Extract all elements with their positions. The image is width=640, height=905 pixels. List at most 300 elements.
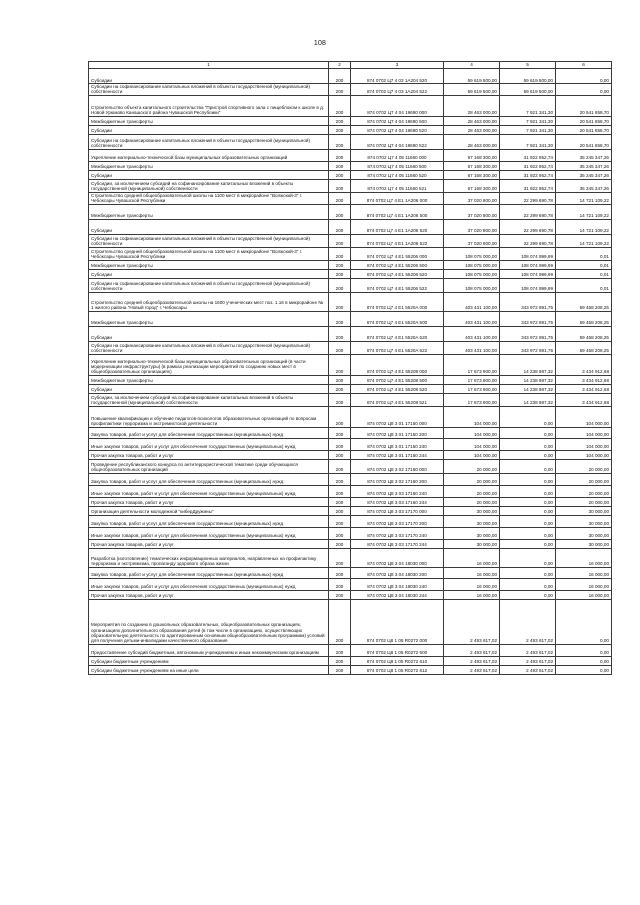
row-code-cell: 200 <box>329 326 351 341</box>
row-executed-amount: 2 493 617,02 <box>500 665 556 674</box>
row-name-cell: Субсидии <box>89 269 329 278</box>
table-row <box>89 311 612 326</box>
row-remaining-amount: 0,00 <box>556 644 612 656</box>
row-approved-amount: 403 431 100,00 <box>444 326 500 341</box>
table-row <box>89 567 612 578</box>
row-name-cell: Субсидии на софинансирование капитальных вложений в объекты государственной (муниципальной) собственности <box>89 341 329 354</box>
table-row <box>89 341 612 354</box>
row-kbk-cell: 874 0702 Ц8 3 03 17170 240 <box>351 527 444 539</box>
row-code-cell: 200 <box>329 567 351 578</box>
table-row <box>89 375 612 384</box>
row-code-cell: 200 <box>329 506 351 515</box>
row-kbk-cell: 874 0702 Ц7 4 E1 5520A 500 <box>351 311 444 326</box>
row-executed-amount: 0,00 <box>500 539 556 548</box>
row-name-cell: Организация деятельности молодежной "киберДружины" <box>89 506 329 515</box>
row-name-cell: Проведение республиканского конкурса по антитеррористической тематике среди обучающихся общеобразовательных организаций <box>89 459 329 473</box>
row-remaining-amount: 20 000,00 <box>556 497 612 506</box>
row-approved-amount: 17 673 900,00 <box>444 393 500 406</box>
row-kbk-cell: 874 0702 Ц7 4 E1 55206 520 <box>351 269 444 278</box>
row-approved-amount: 20 000,00 <box>444 485 500 497</box>
row-remaining-amount: 59 458 208,25 <box>556 292 612 311</box>
row-kbk-cell: 874 0702 Ц8 3 04 18030 000 <box>351 548 444 567</box>
table-row <box>89 539 612 548</box>
row-executed-amount: 108 074 999,99 <box>500 278 556 292</box>
row-executed-amount: 0,00 <box>500 497 556 506</box>
row-executed-amount: 343 972 891,75 <box>500 326 556 341</box>
row-approved-amount: 16 000,00 <box>444 590 500 599</box>
row-executed-amount: 59 619 500,00 <box>500 69 556 84</box>
row-approved-amount: 30 000,00 <box>444 527 500 539</box>
row-remaining-amount: 104 000,00 <box>556 450 612 459</box>
row-remaining-amount: 0,00 <box>556 665 612 674</box>
row-kbk-cell: 874 0702 Ц7 4 E1 55206 522 <box>351 278 444 292</box>
column-header: 3 <box>351 62 444 69</box>
row-kbk-cell: 874 0702 Ц7 4 E1 5520A 520 <box>351 326 444 341</box>
row-kbk-cell: 874 0702 Ц7 4 E1 1А206 000 <box>351 192 444 204</box>
row-remaining-amount: 14 721 109,22 <box>556 234 612 247</box>
row-code-cell: 200 <box>329 515 351 527</box>
row-name-cell: Иные закупки товаров, работ и услуг для обеспечения государственных (муниципальных) нужд <box>89 485 329 497</box>
row-code-cell: 200 <box>329 204 351 219</box>
table-row <box>89 192 612 204</box>
row-executed-amount: 2 493 617,02 <box>500 644 556 656</box>
row-approved-amount: 67 168 300,00 <box>444 170 500 179</box>
row-code-cell: 200 <box>329 134 351 149</box>
row-code-cell: 200 <box>329 278 351 292</box>
row-code-cell: 200 <box>329 384 351 393</box>
row-approved-amount: 104 000,00 <box>444 406 500 427</box>
table-row <box>89 497 612 506</box>
row-code-cell: 200 <box>329 656 351 665</box>
row-name-cell: Прочая закупка товаров, работ и услуг <box>89 450 329 459</box>
row-name-cell: Иные закупки товаров, работ и услуг для обеспечения государственных (муниципальных) нужд <box>89 438 329 450</box>
table-row <box>89 599 612 644</box>
row-remaining-amount: 20 541 658,70 <box>556 134 612 149</box>
row-remaining-amount: 30 000,00 <box>556 527 612 539</box>
row-approved-amount: 2 493 617,02 <box>444 599 500 644</box>
row-executed-amount: 0,00 <box>500 578 556 590</box>
row-name-cell: Прочая закупка товаров, работ и услуг <box>89 590 329 599</box>
table-row <box>89 116 612 125</box>
row-executed-amount: 59 619 500,00 <box>500 84 556 96</box>
row-approved-amount: 37 020 800,00 <box>444 192 500 204</box>
row-kbk-cell: 874 0702 Ц7 4 E1 1А206 520 <box>351 219 444 234</box>
row-executed-amount: 7 921 341,30 <box>500 116 556 125</box>
row-kbk-cell: 874 0702 Ц8 3 01 17150 244 <box>351 450 444 459</box>
row-name-cell: Мероприятия по созданию в дошкольных образовательных, общеобразовательных организациях, организациях дополнительного образования детей (в том числе в организациях, осуществляющих образовательную деятельность по адаптированным основным общеобразовательным программам) условий для получения детьми-инвалидами качественного образования <box>89 599 329 644</box>
table-row <box>89 548 612 567</box>
table-row <box>89 590 612 599</box>
row-name-cell: Прочая закупка товаров, работ и услуг <box>89 539 329 548</box>
row-kbk-cell: 874 0702 Ц8 3 01 17150 240 <box>351 438 444 450</box>
row-code-cell: 200 <box>329 341 351 354</box>
row-code-cell: 200 <box>329 450 351 459</box>
row-approved-amount: 20 000,00 <box>444 473 500 485</box>
row-kbk-cell: 874 0702 Ц8 3 02 17160 200 <box>351 473 444 485</box>
row-name-cell: Субсидии на софинансирование капитальных вложений в объекты государственной (муниципальной) собственности <box>89 278 329 292</box>
row-approved-amount: 403 431 100,00 <box>444 311 500 326</box>
row-executed-amount: 7 921 341,30 <box>500 95 556 116</box>
row-remaining-amount: 14 721 109,22 <box>556 219 612 234</box>
row-approved-amount: 28 463 000,00 <box>444 134 500 149</box>
row-approved-amount: 67 168 300,00 <box>444 161 500 170</box>
row-approved-amount: 37 020 800,00 <box>444 204 500 219</box>
row-code-cell: 200 <box>329 473 351 485</box>
row-code-cell: 200 <box>329 69 351 84</box>
row-code-cell: 200 <box>329 260 351 269</box>
table-row <box>89 665 612 674</box>
row-kbk-cell: 874 0702 Ц7 4 E1 55208 521 <box>351 393 444 406</box>
row-executed-amount: 0,00 <box>500 406 556 427</box>
row-executed-amount: 2 493 617,02 <box>500 656 556 665</box>
table-row <box>89 84 612 96</box>
row-kbk-cell: 874 0702 Ц7 4 E1 55208 000 <box>351 354 444 375</box>
row-kbk-cell: 874 0702 Ц8 3 03 17170 000 <box>351 506 444 515</box>
row-remaining-amount: 14 721 109,22 <box>556 192 612 204</box>
table-row <box>89 260 612 269</box>
table-row <box>89 269 612 278</box>
row-kbk-cell: 874 0702 Ц8 3 01 17150 000 <box>351 406 444 427</box>
row-remaining-amount: 35 245 347,26 <box>556 170 612 179</box>
row-code-cell: 200 <box>329 599 351 644</box>
row-kbk-cell: 874 0702 Ц8 3 03 17170 244 <box>351 539 444 548</box>
row-remaining-amount: 104 000,00 <box>556 438 612 450</box>
column-header: 5 <box>500 62 556 69</box>
row-code-cell: 200 <box>329 406 351 427</box>
row-kbk-cell: 874 0702 Ц8 1 05 R0272 610 <box>351 656 444 665</box>
row-remaining-amount: 0,01 <box>556 247 612 260</box>
row-approved-amount: 2 493 617,02 <box>444 644 500 656</box>
row-remaining-amount: 0,01 <box>556 278 612 292</box>
table-row <box>89 578 612 590</box>
row-remaining-amount: 0,00 <box>556 84 612 96</box>
row-name-cell: Межбюджетные трансферты <box>89 311 329 326</box>
table-row <box>89 656 612 665</box>
row-kbk-cell: 874 0702 Ц8 3 04 18030 240 <box>351 578 444 590</box>
row-kbk-cell: 874 0702 Ц7 4 04 19690 522 <box>351 134 444 149</box>
row-remaining-amount: 16 000,00 <box>556 590 612 599</box>
budget-execution-table <box>88 61 612 675</box>
row-approved-amount: 17 673 900,00 <box>444 354 500 375</box>
row-remaining-amount: 59 458 208,25 <box>556 311 612 326</box>
row-executed-amount: 31 922 952,74 <box>500 170 556 179</box>
table-row <box>89 450 612 459</box>
column-header: 1 <box>89 62 329 69</box>
row-name-cell: Субсидии <box>89 326 329 341</box>
table-row <box>89 234 612 247</box>
table-row <box>89 354 612 375</box>
row-name-cell: Субсидии на софинансирование капитальных вложений в объекты государственной (муниципальной) собственности <box>89 234 329 247</box>
table-row <box>89 134 612 149</box>
row-remaining-amount: 0,00 <box>556 599 612 644</box>
row-name-cell: Строительство средней общеобразовательной школы на 1600 ученических мест поз. 1.16 в микрорайоне № 1 жилого района "Новый город" г. Чебоксары <box>89 292 329 311</box>
row-name-cell: Повышение квалификации и обучение педагогов-психологов образовательных организаций по вопросам профилактики терроризма и экстремистской деятельности <box>89 406 329 427</box>
row-name-cell: Закупка товаров, работ и услуг для обеспечения государственных (муниципальных) нужд <box>89 515 329 527</box>
column-header: 6 <box>556 62 612 69</box>
column-number-header-row <box>89 62 612 69</box>
row-remaining-amount: 16 000,00 <box>556 578 612 590</box>
row-kbk-cell: 874 0702 Ц8 3 03 17160 240 <box>351 485 444 497</box>
row-approved-amount: 16 000,00 <box>444 567 500 578</box>
row-name-cell: Укрепление материально-технической базы муниципальных образовательных организаций (в части модернизации инфраструктуры) (в рамках реализации мероприятий по созданию новых мест в общеобразовательных организациях) <box>89 354 329 375</box>
table-row <box>89 485 612 497</box>
row-executed-amount: 0,00 <box>500 450 556 459</box>
table-row <box>89 473 612 485</box>
row-code-cell: 200 <box>329 548 351 567</box>
row-executed-amount: 22 299 690,78 <box>500 192 556 204</box>
row-approved-amount: 28 463 000,00 <box>444 116 500 125</box>
table-row <box>89 527 612 539</box>
row-code-cell: 200 <box>329 116 351 125</box>
row-remaining-amount: 0,01 <box>556 269 612 278</box>
row-name-cell: Укрепление материально-технической базы муниципальных образовательных организаций <box>89 149 329 161</box>
row-kbk-cell: 874 0702 Ц8 3 02 17160 000 <box>351 459 444 473</box>
row-kbk-cell: 874 0702 Ц7 4 05 11660 520 <box>351 170 444 179</box>
row-kbk-cell: 874 0702 Ц7 4 E1 5520A 000 <box>351 292 444 311</box>
row-executed-amount: 2 493 617,02 <box>500 599 556 644</box>
row-code-cell: 200 <box>329 269 351 278</box>
row-approved-amount: 108 075 000,00 <box>444 247 500 260</box>
row-name-cell: Субсидии <box>89 219 329 234</box>
row-code-cell: 200 <box>329 578 351 590</box>
row-code-cell: 200 <box>329 459 351 473</box>
row-code-cell: 200 <box>329 219 351 234</box>
row-remaining-amount: 0,00 <box>556 656 612 665</box>
row-kbk-cell: 874 0702 Ц7 4 04 19690 000 <box>351 95 444 116</box>
row-name-cell: Разработка (изготовление) тематических информационных материалов, направленных на профилактику терроризма и экстремизма, пропаганду здорового образа жизни <box>89 548 329 567</box>
row-kbk-cell: 874 0702 Ц7 4 E1 55208 520 <box>351 384 444 393</box>
table-row <box>89 204 612 219</box>
row-executed-amount: 0,00 <box>500 567 556 578</box>
row-executed-amount: 0,00 <box>500 473 556 485</box>
row-approved-amount: 20 000,00 <box>444 459 500 473</box>
row-kbk-cell: 874 0702 Ц8 1 05 R0272 600 <box>351 644 444 656</box>
table-row <box>89 149 612 161</box>
row-remaining-amount: 0,01 <box>556 260 612 269</box>
row-remaining-amount: 35 245 347,26 <box>556 149 612 161</box>
table-row <box>89 459 612 473</box>
row-remaining-amount: 20 000,00 <box>556 485 612 497</box>
row-name-cell: Субсидии на софинансирование капитальных вложений в объекты государственной (муниципальной) собственности <box>89 84 329 96</box>
row-remaining-amount: 59 458 208,25 <box>556 341 612 354</box>
row-name-cell: Строительство средней общеобразовательной школы на 1100 мест в микрорайоне "Волжский-3" г. Чебоксары Чувашской Республики <box>89 192 329 204</box>
page-number: 108 <box>313 40 327 47</box>
row-name-cell: Строительство средней общеобразовательной школы на 1100 мест в микрорайоне "Волжский-3" г. Чебоксары Чувашской Республики <box>89 247 329 260</box>
row-code-cell: 200 <box>329 179 351 192</box>
table-row <box>89 326 612 341</box>
row-name-cell: Межбюджетные трансферты <box>89 116 329 125</box>
row-approved-amount: 104 000,00 <box>444 427 500 438</box>
row-code-cell: 200 <box>329 375 351 384</box>
row-approved-amount: 30 000,00 <box>444 539 500 548</box>
row-executed-amount: 0,00 <box>500 459 556 473</box>
row-kbk-cell: 874 0702 Ц7 4 03 1А204 522 <box>351 84 444 96</box>
table-body <box>89 69 612 675</box>
row-code-cell: 200 <box>329 149 351 161</box>
row-code-cell: 200 <box>329 644 351 656</box>
row-approved-amount: 16 000,00 <box>444 578 500 590</box>
row-approved-amount: 104 000,00 <box>444 438 500 450</box>
row-kbk-cell: 874 0702 Ц7 4 E1 55208 500 <box>351 375 444 384</box>
row-executed-amount: 14 238 987,32 <box>500 354 556 375</box>
row-executed-amount: 108 074 999,99 <box>500 247 556 260</box>
row-name-cell: Субсидии на софинансирование капитальных вложений в объекты государственной (муниципальной) собственности <box>89 134 329 149</box>
row-name-cell: Субсидии, за исключением субсидий на софинансирование капитальных вложений в объекты государственной (муниципальной) собственности <box>89 393 329 406</box>
row-remaining-amount: 16 000,00 <box>556 567 612 578</box>
row-code-cell: 200 <box>329 84 351 96</box>
row-approved-amount: 30 000,00 <box>444 506 500 515</box>
row-name-cell: Субсидии, за исключением субсидий на софинансирование капитальных вложений в объекты государственной (муниципальной) собственности <box>89 179 329 192</box>
row-executed-amount: 108 074 999,99 <box>500 260 556 269</box>
row-kbk-cell: 874 0702 Ц8 3 04 18030 244 <box>351 590 444 599</box>
row-name-cell: Субсидии бюджетным учреждениям <box>89 656 329 665</box>
row-code-cell: 200 <box>329 170 351 179</box>
table-row <box>89 384 612 393</box>
row-code-cell: 200 <box>329 192 351 204</box>
row-code-cell: 200 <box>329 539 351 548</box>
row-remaining-amount: 104 000,00 <box>556 406 612 427</box>
row-code-cell: 200 <box>329 427 351 438</box>
row-executed-amount: 7 921 341,30 <box>500 134 556 149</box>
row-name-cell: Строительство объекта капитального строительства "Пристрой спортивного зала с пищеблоком к школе в д. Новой Урюмово Канашского района Чувашской Республики" <box>89 95 329 116</box>
row-executed-amount: 0,00 <box>500 527 556 539</box>
row-approved-amount: 104 000,00 <box>444 450 500 459</box>
row-code-cell: 200 <box>329 125 351 134</box>
row-remaining-amount: 20 000,00 <box>556 459 612 473</box>
table-row <box>89 515 612 527</box>
table-row <box>89 179 612 192</box>
row-approved-amount: 59 619 500,00 <box>444 84 500 96</box>
row-kbk-cell: 874 0702 Ц7 4 E1 55206 500 <box>351 260 444 269</box>
row-kbk-cell: 874 0702 Ц8 3 01 17150 200 <box>351 427 444 438</box>
table-row <box>89 393 612 406</box>
table-row <box>89 161 612 170</box>
row-executed-amount: 31 922 952,74 <box>500 161 556 170</box>
row-name-cell: Иные закупки товаров, работ и услуг для обеспечения государственных (муниципальных) нужд <box>89 578 329 590</box>
table-row <box>89 506 612 515</box>
row-kbk-cell: 874 0702 Ц8 1 05 R0272 612 <box>351 665 444 674</box>
row-name-cell: Межбюджетные трансферты <box>89 375 329 384</box>
row-code-cell: 200 <box>329 393 351 406</box>
row-name-cell: Иные закупки товаров, работ и услуг для обеспечения государственных (муниципальных) нужд <box>89 527 329 539</box>
row-remaining-amount: 30 000,00 <box>556 515 612 527</box>
row-remaining-amount: 20 541 658,70 <box>556 116 612 125</box>
row-remaining-amount: 104 000,00 <box>556 427 612 438</box>
row-code-cell: 200 <box>329 590 351 599</box>
row-executed-amount: 0,00 <box>500 590 556 599</box>
row-approved-amount: 2 493 617,02 <box>444 665 500 674</box>
row-kbk-cell: 874 0702 Ц7 4 04 19690 520 <box>351 125 444 134</box>
row-remaining-amount: 16 000,00 <box>556 548 612 567</box>
row-executed-amount: 108 074 999,99 <box>500 269 556 278</box>
row-approved-amount: 30 000,00 <box>444 515 500 527</box>
table-row <box>89 170 612 179</box>
row-kbk-cell: 874 0702 Ц7 4 E1 5520A 522 <box>351 341 444 354</box>
row-approved-amount: 403 431 100,00 <box>444 292 500 311</box>
row-approved-amount: 37 020 800,00 <box>444 234 500 247</box>
table-row <box>89 644 612 656</box>
row-code-cell: 200 <box>329 527 351 539</box>
row-approved-amount: 28 463 000,00 <box>444 125 500 134</box>
row-name-cell: Субсидии <box>89 125 329 134</box>
row-remaining-amount: 59 458 208,25 <box>556 326 612 341</box>
table-row <box>89 292 612 311</box>
row-executed-amount: 14 238 987,32 <box>500 375 556 384</box>
row-approved-amount: 59 619 500,00 <box>444 69 500 84</box>
table-row <box>89 427 612 438</box>
row-executed-amount: 343 972 891,75 <box>500 311 556 326</box>
column-header: 4 <box>444 62 500 69</box>
table-row <box>89 438 612 450</box>
row-kbk-cell: 874 0702 Ц7 4 05 11660 500 <box>351 161 444 170</box>
row-kbk-cell: 874 0702 Ц8 3 04 18030 200 <box>351 567 444 578</box>
row-remaining-amount: 3 434 912,68 <box>556 384 612 393</box>
row-remaining-amount: 20 541 658,70 <box>556 95 612 116</box>
row-kbk-cell: 874 0702 Ц8 1 05 R0272 000 <box>351 599 444 644</box>
row-remaining-amount: 35 245 347,26 <box>556 161 612 170</box>
row-executed-amount: 0,00 <box>500 506 556 515</box>
row-kbk-cell: 874 0702 Ц8 3 03 17160 244 <box>351 497 444 506</box>
row-approved-amount: 20 000,00 <box>444 497 500 506</box>
row-executed-amount: 0,00 <box>500 438 556 450</box>
row-name-cell: Закупка товаров, работ и услуг для обеспечения государственных (муниципальных) нужд <box>89 473 329 485</box>
row-name-cell: Межбюджетные трансферты <box>89 161 329 170</box>
row-executed-amount: 7 921 341,30 <box>500 125 556 134</box>
row-executed-amount: 31 922 952,74 <box>500 149 556 161</box>
row-remaining-amount: 14 721 109,22 <box>556 204 612 219</box>
row-code-cell: 200 <box>329 311 351 326</box>
row-approved-amount: 108 075 000,00 <box>444 278 500 292</box>
row-kbk-cell: 874 0702 Ц7 4 04 19690 500 <box>351 116 444 125</box>
row-kbk-cell: 874 0702 Ц7 4 E1 1А206 500 <box>351 204 444 219</box>
row-executed-amount: 0,00 <box>500 485 556 497</box>
row-kbk-cell: 874 0702 Ц7 4 05 11660 521 <box>351 179 444 192</box>
row-executed-amount: 31 922 952,74 <box>500 179 556 192</box>
table-row <box>89 69 612 84</box>
row-code-cell: 200 <box>329 247 351 260</box>
row-remaining-amount: 30 000,00 <box>556 539 612 548</box>
row-executed-amount: 0,00 <box>500 515 556 527</box>
row-executed-amount: 22 299 690,78 <box>500 234 556 247</box>
row-kbk-cell: 874 0702 Ц7 4 05 11660 000 <box>351 149 444 161</box>
row-name-cell: Межбюджетные трансферты <box>89 204 329 219</box>
row-executed-amount: 343 972 891,75 <box>500 292 556 311</box>
row-remaining-amount: 35 245 347,26 <box>556 179 612 192</box>
row-name-cell: Предоставление субсидий бюджетным, автономным учреждениям и иным некоммерческим организациям <box>89 644 329 656</box>
row-code-cell: 200 <box>329 485 351 497</box>
row-name-cell: Субсидии <box>89 170 329 179</box>
row-code-cell: 200 <box>329 292 351 311</box>
row-code-cell: 200 <box>329 438 351 450</box>
row-executed-amount: 22 299 690,78 <box>500 204 556 219</box>
row-kbk-cell: 874 0702 Ц7 4 03 1А204 520 <box>351 69 444 84</box>
row-code-cell: 200 <box>329 234 351 247</box>
row-executed-amount: 14 238 987,32 <box>500 393 556 406</box>
row-approved-amount: 67 168 300,00 <box>444 149 500 161</box>
row-approved-amount: 37 020 800,00 <box>444 219 500 234</box>
row-remaining-amount: 20 541 658,70 <box>556 125 612 134</box>
row-name-cell: Закупка товаров, работ и услуг для обеспечения государственных (муниципальных) нужд <box>89 567 329 578</box>
column-header: 2 <box>329 62 351 69</box>
row-code-cell: 200 <box>329 95 351 116</box>
row-executed-amount: 343 972 891,75 <box>500 341 556 354</box>
row-approved-amount: 108 075 000,00 <box>444 260 500 269</box>
row-name-cell: Субсидии <box>89 384 329 393</box>
row-approved-amount: 2 493 617,02 <box>444 656 500 665</box>
row-executed-amount: 0,00 <box>500 548 556 567</box>
row-remaining-amount: 0,00 <box>556 69 612 84</box>
table-row <box>89 219 612 234</box>
